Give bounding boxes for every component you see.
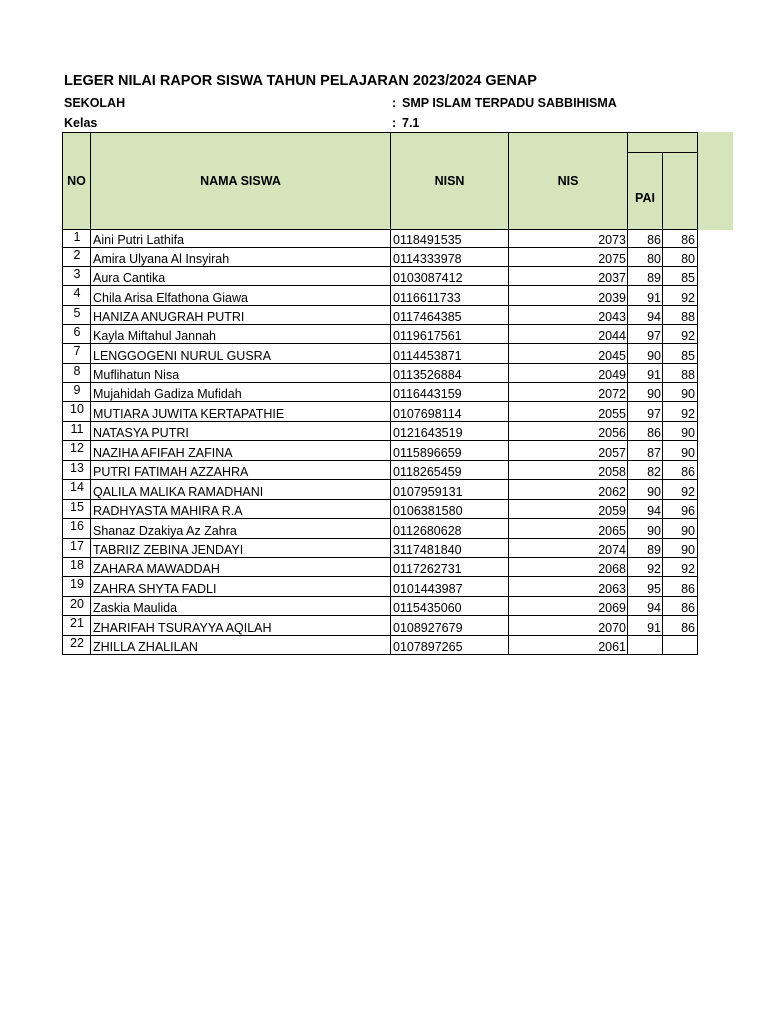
row-no: 18 xyxy=(62,558,91,577)
row-nis: 2062 xyxy=(508,480,628,500)
row-pai-score: 91 xyxy=(627,616,663,636)
school-separator: : xyxy=(392,96,397,110)
row-pai-score: 94 xyxy=(627,306,663,325)
row-no: 19 xyxy=(62,577,91,597)
row-score-2: 92 xyxy=(662,402,698,422)
row-pai-score: 89 xyxy=(627,267,663,286)
row-name: ZAHRA SHYTA FADLI xyxy=(90,577,391,597)
row-score-2: 92 xyxy=(662,325,698,344)
row-nisn: 0115435060 xyxy=(390,597,509,616)
row-nis: 2055 xyxy=(508,402,628,422)
table-row xyxy=(62,441,697,461)
header-subject-group xyxy=(627,132,698,153)
table-row xyxy=(62,248,697,267)
row-pai-score: 95 xyxy=(627,577,663,597)
row-no: 13 xyxy=(62,461,91,480)
row-no: 8 xyxy=(62,364,91,383)
table-row xyxy=(62,616,697,636)
table-row xyxy=(62,519,697,539)
row-nis: 2063 xyxy=(508,577,628,597)
row-nis: 2058 xyxy=(508,461,628,480)
header-subject-2 xyxy=(662,152,698,230)
row-name: NATASYA PUTRI xyxy=(90,422,391,441)
row-name: Mujahidah Gadiza Mufidah xyxy=(90,383,391,402)
row-name: RADHYASTA MAHIRA R.A xyxy=(90,500,391,519)
row-no: 21 xyxy=(62,616,91,636)
row-nis: 2075 xyxy=(508,248,628,267)
row-name: Amira Ulyana Al Insyirah xyxy=(90,248,391,267)
class-separator: : xyxy=(392,116,397,130)
row-nisn: 0118265459 xyxy=(390,461,509,480)
row-name: LENGGOGENI NURUL GUSRA xyxy=(90,344,391,364)
row-score-2: 92 xyxy=(662,558,698,577)
row-nis: 2037 xyxy=(508,267,628,286)
table-row xyxy=(62,267,697,286)
row-no: 7 xyxy=(62,344,91,364)
row-nisn: 0103087412 xyxy=(390,267,509,286)
row-score-2: 85 xyxy=(662,267,698,286)
row-nis: 2070 xyxy=(508,616,628,636)
row-name: MUTIARA JUWITA KERTAPATHIE xyxy=(90,402,391,422)
table-row xyxy=(62,597,697,616)
row-score-2: 90 xyxy=(662,422,698,441)
row-no: 16 xyxy=(62,519,91,539)
row-nisn: 0116443159 xyxy=(390,383,509,402)
row-score-2: 88 xyxy=(662,306,698,325)
row-no: 20 xyxy=(62,597,91,616)
row-nisn: 0107698114 xyxy=(390,402,509,422)
row-nis: 2057 xyxy=(508,441,628,461)
row-nisn: 0101443987 xyxy=(390,577,509,597)
row-score-2: 90 xyxy=(662,539,698,558)
row-score-2: 86 xyxy=(662,616,698,636)
school-value: SMP ISLAM TERPADU SABBIHISMA xyxy=(402,96,617,110)
row-pai-score: 91 xyxy=(627,286,663,306)
row-nis: 2073 xyxy=(508,230,628,248)
row-score-2 xyxy=(662,636,698,655)
row-nis: 2039 xyxy=(508,286,628,306)
row-nisn: 0107897265 xyxy=(390,636,509,655)
row-pai-score: 80 xyxy=(627,248,663,267)
row-pai-score: 92 xyxy=(627,558,663,577)
row-pai-score: 97 xyxy=(627,402,663,422)
row-name: HANIZA ANUGRAH PUTRI xyxy=(90,306,391,325)
row-pai-score: 91 xyxy=(627,364,663,383)
row-nis: 2065 xyxy=(508,519,628,539)
row-pai-score: 90 xyxy=(627,383,663,402)
row-score-2: 86 xyxy=(662,461,698,480)
row-no: 2 xyxy=(62,248,91,267)
row-no: 14 xyxy=(62,480,91,500)
table-row xyxy=(62,558,697,577)
header-name: NAMA SISWA xyxy=(90,132,391,230)
row-nisn: 0114453871 xyxy=(390,344,509,364)
row-pai-score: 82 xyxy=(627,461,663,480)
table-row xyxy=(62,500,697,519)
row-name: Aini Putri Lathifa xyxy=(90,230,391,248)
header-nis: NIS xyxy=(508,132,628,230)
row-name: ZAHARA MAWADDAH xyxy=(90,558,391,577)
row-name: Zaskia Maulida xyxy=(90,597,391,616)
row-nisn: 0108927679 xyxy=(390,616,509,636)
row-score-2: 90 xyxy=(662,383,698,402)
row-nis: 2072 xyxy=(508,383,628,402)
row-score-2: 90 xyxy=(662,441,698,461)
row-score-2: 92 xyxy=(662,480,698,500)
table-row xyxy=(62,422,697,441)
row-name: Shanaz Dzakiya Az Zahra xyxy=(90,519,391,539)
document-title: LEGER NILAI RAPOR SISWA TAHUN PELAJARAN 2023/2024 GENAP xyxy=(64,73,537,89)
table-row xyxy=(62,325,697,344)
row-no: 3 xyxy=(62,267,91,286)
table-row xyxy=(62,461,697,480)
table-row xyxy=(62,480,697,500)
row-pai-score xyxy=(627,636,663,655)
row-nis: 2056 xyxy=(508,422,628,441)
row-pai-score: 90 xyxy=(627,344,663,364)
header-pai: PAI xyxy=(627,152,663,230)
row-nis: 2044 xyxy=(508,325,628,344)
row-no: 11 xyxy=(62,422,91,441)
row-no: 17 xyxy=(62,539,91,558)
row-score-2: 86 xyxy=(662,597,698,616)
row-name: PUTRI FATIMAH AZZAHRA xyxy=(90,461,391,480)
row-pai-score: 97 xyxy=(627,325,663,344)
row-nis: 2059 xyxy=(508,500,628,519)
row-no: 15 xyxy=(62,500,91,519)
row-nisn: 0121643519 xyxy=(390,422,509,441)
header-no: NO xyxy=(62,132,91,230)
table-row xyxy=(62,286,697,306)
row-score-2: 90 xyxy=(662,519,698,539)
row-nis: 2043 xyxy=(508,306,628,325)
table-row xyxy=(62,539,697,558)
row-nisn: 0118491535 xyxy=(390,230,509,248)
row-nisn: 0115896659 xyxy=(390,441,509,461)
row-pai-score: 86 xyxy=(627,230,663,248)
row-nisn: 0116611733 xyxy=(390,286,509,306)
row-nisn: 0114333978 xyxy=(390,248,509,267)
row-name: ZHARIFAH TSURAYYA AQILAH xyxy=(90,616,391,636)
row-pai-score: 94 xyxy=(627,597,663,616)
table-row xyxy=(62,364,697,383)
row-nisn: 0107959131 xyxy=(390,480,509,500)
row-nisn: 3117481840 xyxy=(390,539,509,558)
row-pai-score: 86 xyxy=(627,422,663,441)
table-row xyxy=(62,344,697,364)
row-name: TABRIIZ ZEBINA JENDAYI xyxy=(90,539,391,558)
row-nis: 2068 xyxy=(508,558,628,577)
row-name: QALILA MALIKA RAMADHANI xyxy=(90,480,391,500)
table-row xyxy=(62,577,697,597)
school-label: SEKOLAH xyxy=(64,96,126,110)
row-name: NAZIHA AFIFAH ZAFINA xyxy=(90,441,391,461)
row-no: 12 xyxy=(62,441,91,461)
row-nisn: 0119617561 xyxy=(390,325,509,344)
row-no: 22 xyxy=(62,636,91,655)
row-name: Muflihatun Nisa xyxy=(90,364,391,383)
row-nisn: 0113526884 xyxy=(390,364,509,383)
row-name: Aura Cantika xyxy=(90,267,391,286)
row-score-2: 85 xyxy=(662,344,698,364)
table-row xyxy=(62,306,697,325)
row-nisn: 0112680628 xyxy=(390,519,509,539)
row-no: 6 xyxy=(62,325,91,344)
row-score-2: 80 xyxy=(662,248,698,267)
row-nis: 2049 xyxy=(508,364,628,383)
row-score-2: 92 xyxy=(662,286,698,306)
row-pai-score: 89 xyxy=(627,539,663,558)
table-row xyxy=(62,402,697,422)
table-row xyxy=(62,230,697,248)
row-pai-score: 90 xyxy=(627,480,663,500)
row-nis: 2069 xyxy=(508,597,628,616)
row-nisn: 0117464385 xyxy=(390,306,509,325)
row-nis: 2074 xyxy=(508,539,628,558)
row-no: 1 xyxy=(62,230,91,248)
row-score-2: 86 xyxy=(662,577,698,597)
row-score-2: 96 xyxy=(662,500,698,519)
table-row xyxy=(62,383,697,402)
row-name: ZHILLA ZHALILAN xyxy=(90,636,391,655)
row-nisn: 0117262731 xyxy=(390,558,509,577)
row-name: Kayla Miftahul Jannah xyxy=(90,325,391,344)
row-no: 4 xyxy=(62,286,91,306)
row-no: 9 xyxy=(62,383,91,402)
class-value: 7.1 xyxy=(402,116,420,130)
row-no: 10 xyxy=(62,402,91,422)
row-nisn: 0106381580 xyxy=(390,500,509,519)
row-pai-score: 94 xyxy=(627,500,663,519)
row-score-2: 88 xyxy=(662,364,698,383)
row-no: 5 xyxy=(62,306,91,325)
row-name: Chila Arisa Elfathona Giawa xyxy=(90,286,391,306)
class-label: Kelas xyxy=(64,116,98,130)
row-nis: 2061 xyxy=(508,636,628,655)
row-pai-score: 87 xyxy=(627,441,663,461)
row-nis: 2045 xyxy=(508,344,628,364)
table-row xyxy=(62,636,697,655)
header-nisn: NISN xyxy=(390,132,509,230)
row-score-2: 86 xyxy=(662,230,698,248)
row-pai-score: 90 xyxy=(627,519,663,539)
